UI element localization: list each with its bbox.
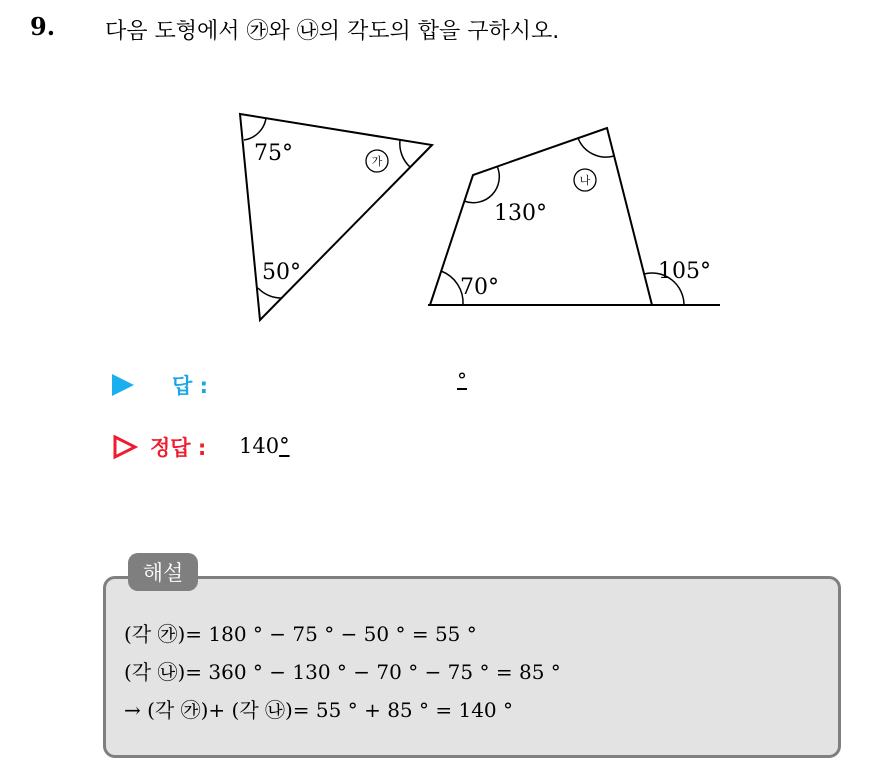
quad-angle-70: 70° <box>460 275 499 300</box>
triangle-bottom-angle-arc <box>258 288 282 298</box>
correct-answer-label: 정답 : <box>150 436 207 460</box>
correct-answer-row <box>112 432 612 462</box>
correct-answer-unit: ° <box>279 434 290 458</box>
answer-input[interactable]: ° <box>457 368 467 392</box>
correct-answer-number: 140 <box>239 434 280 458</box>
quad-angle-130: 130° <box>494 201 547 226</box>
quad-top-right-arc <box>578 138 614 157</box>
answer-label: 답 : <box>172 374 208 398</box>
question-number: 9. <box>30 12 56 41</box>
answer-row <box>112 370 612 400</box>
explanation-line-2: (각 ㉯)= 360 ° − 130 ° − 70 ° − 75 ° = 85 ° <box>124 660 561 684</box>
explanation-line-3: → (각 ㉮)+ (각 ㉯)= 55 ° + 85 ° = 140 ° <box>124 698 514 722</box>
explanation-line-1: (각 ㉮)= 180 ° − 75 ° − 50 ° = 55 ° <box>124 622 477 646</box>
outline-arrow-icon <box>112 434 138 460</box>
question-text: 다음 도형에서 ㉮와 ㉯의 각도의 합을 구하시오. <box>105 19 560 44</box>
triangle-top-angle-arc <box>244 118 266 140</box>
play-arrow-icon <box>112 374 134 396</box>
triangle-angle-75: 75° <box>254 141 293 166</box>
triangle-mark-label: 가 <box>371 155 383 168</box>
exterior-angle-105: 105° <box>658 259 711 284</box>
correct-answer-value <box>239 434 290 458</box>
explanation-tab: 해설 <box>128 553 198 591</box>
geometry-figure <box>0 0 884 340</box>
triangle-right-angle-arc <box>400 140 410 167</box>
quad-mark-label: 나 <box>579 174 591 187</box>
triangle-angle-50: 50° <box>262 260 301 285</box>
